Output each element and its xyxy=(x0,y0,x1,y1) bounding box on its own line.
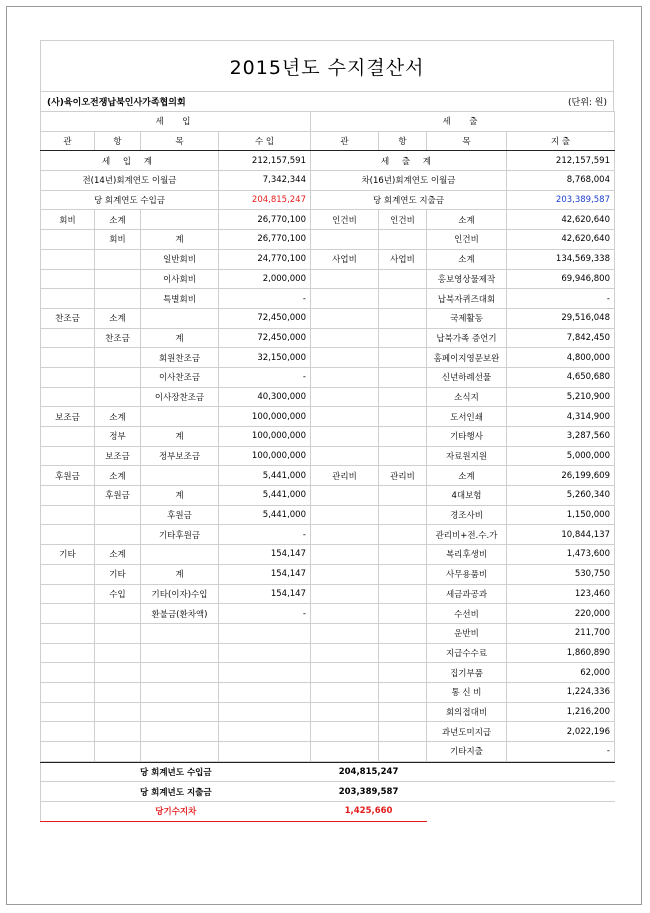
col-suip: 수 입 xyxy=(219,131,311,151)
expense-amount-cell: 2,022,196 xyxy=(507,722,615,742)
income-mok-cell xyxy=(141,308,219,328)
expense-total-value: 212,157,591 xyxy=(507,151,615,171)
expense-hang-cell xyxy=(379,525,427,545)
income-hang-cell xyxy=(95,604,141,624)
income-mok-cell: 회원찬조금 xyxy=(141,348,219,368)
income-gwan-cell xyxy=(41,289,95,309)
col-mok: 목 xyxy=(427,131,507,151)
income-mok-cell: 이사장찬조금 xyxy=(141,387,219,407)
section-header-row xyxy=(41,112,615,132)
carry-in-label: 전(14년)회계연도 이월금 xyxy=(41,171,219,191)
income-amount-cell: 26,770,100 xyxy=(219,230,311,250)
expense-gwan-cell xyxy=(311,742,379,762)
year-expense-label: 당 회계연도 지출금 xyxy=(311,190,507,210)
expense-hang-cell xyxy=(379,643,427,663)
income-mok-cell xyxy=(141,742,219,762)
expense-gwan-cell xyxy=(311,643,379,663)
income-gwan-cell xyxy=(41,564,95,584)
expense-amount-cell: 69,946,800 xyxy=(507,269,615,289)
table-row xyxy=(41,407,615,427)
expense-mok-cell: 집기부품 xyxy=(427,663,507,683)
income-gwan-cell xyxy=(41,604,95,624)
table-row xyxy=(41,328,615,348)
expense-hang-cell xyxy=(379,702,427,722)
table-row xyxy=(41,545,615,565)
income-amount-cell: 24,770,100 xyxy=(219,249,311,269)
expense-hang-cell xyxy=(379,663,427,683)
expense-mok-cell: 홍보영상물제작 xyxy=(427,269,507,289)
expense-gwan-cell xyxy=(311,308,379,328)
table-row xyxy=(41,742,615,762)
expense-gwan-cell xyxy=(311,269,379,289)
expense-gwan-cell xyxy=(311,702,379,722)
income-gwan-cell: 찬조금 xyxy=(41,308,95,328)
expense-hang-cell xyxy=(379,427,427,447)
income-amount-cell xyxy=(219,722,311,742)
expense-mok-cell: 관리비+전.수.가 xyxy=(427,525,507,545)
expense-mok-cell: 소계 xyxy=(427,466,507,486)
income-hang-cell: 소계 xyxy=(95,308,141,328)
expense-gwan-cell xyxy=(311,348,379,368)
income-hang-cell xyxy=(95,387,141,407)
table-row xyxy=(41,308,615,328)
table-row xyxy=(41,663,615,683)
income-amount-cell: 72,450,000 xyxy=(219,308,311,328)
income-total-value: 212,157,591 xyxy=(219,151,311,171)
footer-income-row xyxy=(41,762,615,782)
col-gwan: 관 xyxy=(41,131,95,151)
income-mok-cell xyxy=(141,722,219,742)
col-mok: 목 xyxy=(141,131,219,151)
income-mok-cell: 특별회비 xyxy=(141,289,219,309)
carry-row xyxy=(41,171,615,191)
income-amount-cell: 100,000,000 xyxy=(219,446,311,466)
expense-amount-cell: 1,473,600 xyxy=(507,545,615,565)
table-row xyxy=(41,505,615,525)
expense-hang-cell xyxy=(379,308,427,328)
income-hang-cell xyxy=(95,722,141,742)
income-gwan-cell xyxy=(41,348,95,368)
income-hang-cell: 기타 xyxy=(95,564,141,584)
income-gwan-cell xyxy=(41,525,95,545)
income-mok-cell: 계 xyxy=(141,486,219,506)
expense-gwan-cell: 관리비 xyxy=(311,466,379,486)
footer-blank xyxy=(427,802,615,822)
income-gwan-cell xyxy=(41,328,95,348)
income-amount-cell: 100,000,000 xyxy=(219,407,311,427)
income-hang-cell: 회비 xyxy=(95,230,141,250)
footer-income-value: 204,815,247 xyxy=(311,762,427,782)
footer-expense-value: 203,389,587 xyxy=(311,782,427,802)
income-mok-cell xyxy=(141,643,219,663)
income-amount-cell: - xyxy=(219,604,311,624)
carry-out-value: 8,768,004 xyxy=(507,171,615,191)
table-row xyxy=(41,525,615,545)
footer-blank xyxy=(427,782,615,802)
table-row xyxy=(41,387,615,407)
income-hang-cell xyxy=(95,249,141,269)
expense-gwan-cell xyxy=(311,564,379,584)
expense-gwan-cell xyxy=(311,682,379,702)
income-gwan-cell xyxy=(41,663,95,683)
income-gwan-cell xyxy=(41,486,95,506)
footer-diff-row xyxy=(41,802,615,822)
income-amount-cell xyxy=(219,643,311,663)
expense-mok-cell: 통 신 비 xyxy=(427,682,507,702)
expense-amount-cell: - xyxy=(507,289,615,309)
table-row xyxy=(41,230,615,250)
expense-mok-cell: 인건비 xyxy=(427,230,507,250)
income-hang-cell xyxy=(95,348,141,368)
footer-diff-label: 당기수지차 xyxy=(41,802,311,822)
expense-amount-cell: 1,150,000 xyxy=(507,505,615,525)
table-row xyxy=(41,210,615,230)
expense-hang-cell xyxy=(379,387,427,407)
year-amount-row xyxy=(41,190,615,210)
income-mok-cell: 이사회비 xyxy=(141,269,219,289)
income-mok-cell: 후원금 xyxy=(141,505,219,525)
footer-expense-label: 당 회계년도 지출금 xyxy=(41,782,311,802)
expense-mok-cell: 국제활동 xyxy=(427,308,507,328)
income-amount-cell: 154,147 xyxy=(219,584,311,604)
year-income-value: 204,815,247 xyxy=(219,190,311,210)
table-row xyxy=(41,427,615,447)
income-mok-cell xyxy=(141,210,219,230)
income-mok-cell: 계 xyxy=(141,564,219,584)
income-mok-cell: 정부보조금 xyxy=(141,446,219,466)
income-hang-cell xyxy=(95,623,141,643)
expense-amount-cell: 26,199,609 xyxy=(507,466,615,486)
income-mok-cell xyxy=(141,663,219,683)
income-mok-cell xyxy=(141,466,219,486)
expense-amount-cell: 5,000,000 xyxy=(507,446,615,466)
footer-table xyxy=(40,762,615,822)
col-hang: 항 xyxy=(379,131,427,151)
table-row xyxy=(41,623,615,643)
expense-amount-cell: 5,210,900 xyxy=(507,387,615,407)
expense-mok-cell: 자료원지원 xyxy=(427,446,507,466)
income-amount-cell: - xyxy=(219,367,311,387)
expense-hang-cell xyxy=(379,367,427,387)
expense-mok-cell: 수선비 xyxy=(427,604,507,624)
footer-diff-value: 1,425,660 xyxy=(311,802,427,822)
org-row xyxy=(40,91,614,111)
expense-mok-cell: 신년하례선물 xyxy=(427,367,507,387)
table-row xyxy=(41,643,615,663)
income-amount-cell: 154,147 xyxy=(219,564,311,584)
table-row xyxy=(41,604,615,624)
expense-amount-cell: 3,287,560 xyxy=(507,427,615,447)
expense-amount-cell: 1,224,336 xyxy=(507,682,615,702)
income-mok-cell: 환불금(환차액) xyxy=(141,604,219,624)
expense-gwan-cell xyxy=(311,407,379,427)
expense-gwan-cell xyxy=(311,525,379,545)
income-gwan-cell xyxy=(41,230,95,250)
table-row xyxy=(41,486,615,506)
income-hang-cell xyxy=(95,269,141,289)
table-row xyxy=(41,722,615,742)
income-amount-cell: 2,000,000 xyxy=(219,269,311,289)
expense-hang-cell xyxy=(379,328,427,348)
expense-mok-cell: 소계 xyxy=(427,210,507,230)
settlement-sheet xyxy=(40,40,614,822)
expense-hang-cell xyxy=(379,289,427,309)
income-section-label: 세 입 xyxy=(41,112,311,132)
expense-section-label: 세 출 xyxy=(311,112,615,132)
income-amount-cell xyxy=(219,702,311,722)
expense-gwan-cell xyxy=(311,289,379,309)
expense-gwan-cell xyxy=(311,505,379,525)
income-amount-cell: 5,441,000 xyxy=(219,505,311,525)
income-gwan-cell xyxy=(41,682,95,702)
expense-mok-cell: 도서인쇄 xyxy=(427,407,507,427)
expense-hang-cell xyxy=(379,230,427,250)
expense-hang-cell xyxy=(379,348,427,368)
income-amount-cell: 100,000,000 xyxy=(219,427,311,447)
expense-mok-cell: 홈페이지영문보완 xyxy=(427,348,507,368)
expense-amount-cell: 134,569,338 xyxy=(507,249,615,269)
expense-amount-cell: 1,216,200 xyxy=(507,702,615,722)
income-gwan-cell xyxy=(41,722,95,742)
income-hang-cell xyxy=(95,702,141,722)
col-hang: 항 xyxy=(95,131,141,151)
table-row xyxy=(41,249,615,269)
table-row xyxy=(41,446,615,466)
income-gwan-cell xyxy=(41,702,95,722)
expense-hang-cell xyxy=(379,407,427,427)
expense-gwan-cell xyxy=(311,387,379,407)
income-gwan-cell xyxy=(41,367,95,387)
table-row xyxy=(41,564,615,584)
expense-mok-cell: 회의접대비 xyxy=(427,702,507,722)
expense-mok-cell: 소식지 xyxy=(427,387,507,407)
col-jichul: 지 출 xyxy=(507,131,615,151)
expense-amount-cell: 5,260,340 xyxy=(507,486,615,506)
income-gwan-cell: 회비 xyxy=(41,210,95,230)
unit-label: (단위: 원) xyxy=(568,98,607,108)
expense-gwan-cell xyxy=(311,663,379,683)
table-row xyxy=(41,702,615,722)
expense-gwan-cell: 인건비 xyxy=(311,210,379,230)
income-mok-cell xyxy=(141,702,219,722)
expense-mok-cell: 소계 xyxy=(427,249,507,269)
income-mok-cell: 기타(이자)수입 xyxy=(141,584,219,604)
expense-gwan-cell xyxy=(311,230,379,250)
expense-gwan-cell xyxy=(311,328,379,348)
income-gwan-cell xyxy=(41,427,95,447)
expense-gwan-cell xyxy=(311,584,379,604)
income-amount-cell: 5,441,000 xyxy=(219,486,311,506)
income-gwan-cell xyxy=(41,643,95,663)
expense-mok-cell: 기타지출 xyxy=(427,742,507,762)
expense-amount-cell: 4,800,000 xyxy=(507,348,615,368)
income-hang-cell xyxy=(95,289,141,309)
table-row xyxy=(41,584,615,604)
table-row xyxy=(41,367,615,387)
income-mok-cell xyxy=(141,407,219,427)
income-mok-cell: 계 xyxy=(141,328,219,348)
column-header-row xyxy=(41,131,615,151)
expense-amount-cell: 62,000 xyxy=(507,663,615,683)
expense-mok-cell: 경조사비 xyxy=(427,505,507,525)
expense-mok-cell: 기타행사 xyxy=(427,427,507,447)
income-mok-cell: 계 xyxy=(141,427,219,447)
col-gwan: 관 xyxy=(311,131,379,151)
expense-hang-cell xyxy=(379,545,427,565)
income-gwan-cell xyxy=(41,584,95,604)
income-gwan-cell: 기타 xyxy=(41,545,95,565)
income-amount-cell: 5,441,000 xyxy=(219,466,311,486)
expense-mok-cell: 납북가족 증언기 xyxy=(427,328,507,348)
income-mok-cell: 계 xyxy=(141,230,219,250)
income-amount-cell: 72,450,000 xyxy=(219,328,311,348)
expense-amount-cell: 211,700 xyxy=(507,623,615,643)
expense-gwan-cell xyxy=(311,722,379,742)
document-title: 2015년도 수지결산서 xyxy=(40,40,614,91)
expense-hang-cell: 사업비 xyxy=(379,249,427,269)
expense-amount-cell: 4,314,900 xyxy=(507,407,615,427)
expense-hang-cell: 인건비 xyxy=(379,210,427,230)
table-row xyxy=(41,348,615,368)
expense-hang-cell xyxy=(379,269,427,289)
income-hang-cell: 소계 xyxy=(95,545,141,565)
expense-gwan-cell xyxy=(311,604,379,624)
expense-amount-cell: 123,460 xyxy=(507,584,615,604)
income-mok-cell xyxy=(141,545,219,565)
year-expense-value: 203,389,587 xyxy=(507,190,615,210)
income-hang-cell: 수입 xyxy=(95,584,141,604)
income-hang-cell xyxy=(95,367,141,387)
table-row xyxy=(41,269,615,289)
income-gwan-cell xyxy=(41,446,95,466)
income-mok-cell xyxy=(141,623,219,643)
income-amount-cell: - xyxy=(219,289,311,309)
income-gwan-cell xyxy=(41,249,95,269)
income-hang-cell: 소계 xyxy=(95,407,141,427)
income-hang-cell xyxy=(95,682,141,702)
expense-amount-cell: - xyxy=(507,742,615,762)
table-row xyxy=(41,682,615,702)
income-amount-cell xyxy=(219,663,311,683)
expense-mok-cell: 복리후생비 xyxy=(427,545,507,565)
income-hang-cell: 후원금 xyxy=(95,486,141,506)
expense-hang-cell xyxy=(379,486,427,506)
carry-in-value: 7,342,344 xyxy=(219,171,311,191)
income-amount-cell: 26,770,100 xyxy=(219,210,311,230)
income-hang-cell: 소계 xyxy=(95,210,141,230)
expense-gwan-cell xyxy=(311,446,379,466)
expense-mok-cell: 사무용품비 xyxy=(427,564,507,584)
expense-total-label: 세 출 계 xyxy=(311,151,507,171)
expense-gwan-cell xyxy=(311,623,379,643)
income-gwan-cell: 보조금 xyxy=(41,407,95,427)
expense-mok-cell: 납북자퀴즈대회 xyxy=(427,289,507,309)
total-row xyxy=(41,151,615,171)
expense-hang-cell xyxy=(379,623,427,643)
expense-hang-cell xyxy=(379,564,427,584)
income-mok-cell: 이사찬조금 xyxy=(141,367,219,387)
expense-gwan-cell xyxy=(311,486,379,506)
income-hang-cell xyxy=(95,742,141,762)
income-amount-cell: 40,300,000 xyxy=(219,387,311,407)
settlement-table xyxy=(40,111,615,762)
expense-hang-cell xyxy=(379,505,427,525)
income-mok-cell: 기타후원금 xyxy=(141,525,219,545)
table-row xyxy=(41,466,615,486)
income-amount-cell: - xyxy=(219,525,311,545)
income-total-label: 세 입 계 xyxy=(41,151,219,171)
expense-gwan-cell: 사업비 xyxy=(311,249,379,269)
income-hang-cell: 찬조금 xyxy=(95,328,141,348)
expense-gwan-cell xyxy=(311,545,379,565)
income-hang-cell xyxy=(95,663,141,683)
expense-amount-cell: 1,860,890 xyxy=(507,643,615,663)
income-hang-cell: 보조금 xyxy=(95,446,141,466)
income-gwan-cell xyxy=(41,269,95,289)
expense-hang-cell: 관리비 xyxy=(379,466,427,486)
carry-out-label: 차(16년)회계연도 이월금 xyxy=(311,171,507,191)
expense-amount-cell: 7,842,450 xyxy=(507,328,615,348)
income-hang-cell: 정부 xyxy=(95,427,141,447)
footer-blank xyxy=(427,762,615,782)
income-amount-cell: 154,147 xyxy=(219,545,311,565)
expense-mok-cell: 과년도미지급 xyxy=(427,722,507,742)
income-amount-cell xyxy=(219,742,311,762)
expense-hang-cell xyxy=(379,604,427,624)
expense-hang-cell xyxy=(379,584,427,604)
expense-amount-cell: 42,620,640 xyxy=(507,210,615,230)
expense-hang-cell xyxy=(379,722,427,742)
expense-mok-cell: 운반비 xyxy=(427,623,507,643)
income-hang-cell xyxy=(95,643,141,663)
expense-amount-cell: 4,650,680 xyxy=(507,367,615,387)
income-gwan-cell xyxy=(41,742,95,762)
expense-mok-cell: 지급수수료 xyxy=(427,643,507,663)
expense-amount-cell: 42,620,640 xyxy=(507,230,615,250)
income-amount-cell xyxy=(219,682,311,702)
footer-income-label: 당 회계년도 수입금 xyxy=(41,762,311,782)
expense-hang-cell xyxy=(379,446,427,466)
income-gwan-cell xyxy=(41,387,95,407)
income-mok-cell: 일반회비 xyxy=(141,249,219,269)
expense-hang-cell xyxy=(379,682,427,702)
income-hang-cell xyxy=(95,505,141,525)
income-amount-cell xyxy=(219,623,311,643)
income-hang-cell xyxy=(95,525,141,545)
income-amount-cell: 32,150,000 xyxy=(219,348,311,368)
year-income-label: 당 회계연도 수입금 xyxy=(41,190,219,210)
expense-amount-cell: 29,516,048 xyxy=(507,308,615,328)
income-gwan-cell xyxy=(41,505,95,525)
expense-gwan-cell xyxy=(311,367,379,387)
income-hang-cell: 소계 xyxy=(95,466,141,486)
income-gwan-cell xyxy=(41,623,95,643)
expense-amount-cell: 10,844,137 xyxy=(507,525,615,545)
expense-mok-cell: 4대보험 xyxy=(427,486,507,506)
expense-amount-cell: 220,000 xyxy=(507,604,615,624)
expense-amount-cell: 530,750 xyxy=(507,564,615,584)
income-mok-cell xyxy=(141,682,219,702)
expense-mok-cell: 세금과공과 xyxy=(427,584,507,604)
table-row xyxy=(41,289,615,309)
income-gwan-cell: 후원금 xyxy=(41,466,95,486)
expense-hang-cell xyxy=(379,742,427,762)
footer-expense-row xyxy=(41,782,615,802)
expense-gwan-cell xyxy=(311,427,379,447)
organization-name: (사)육이오전쟁납북인사가족협의회 xyxy=(47,98,186,108)
